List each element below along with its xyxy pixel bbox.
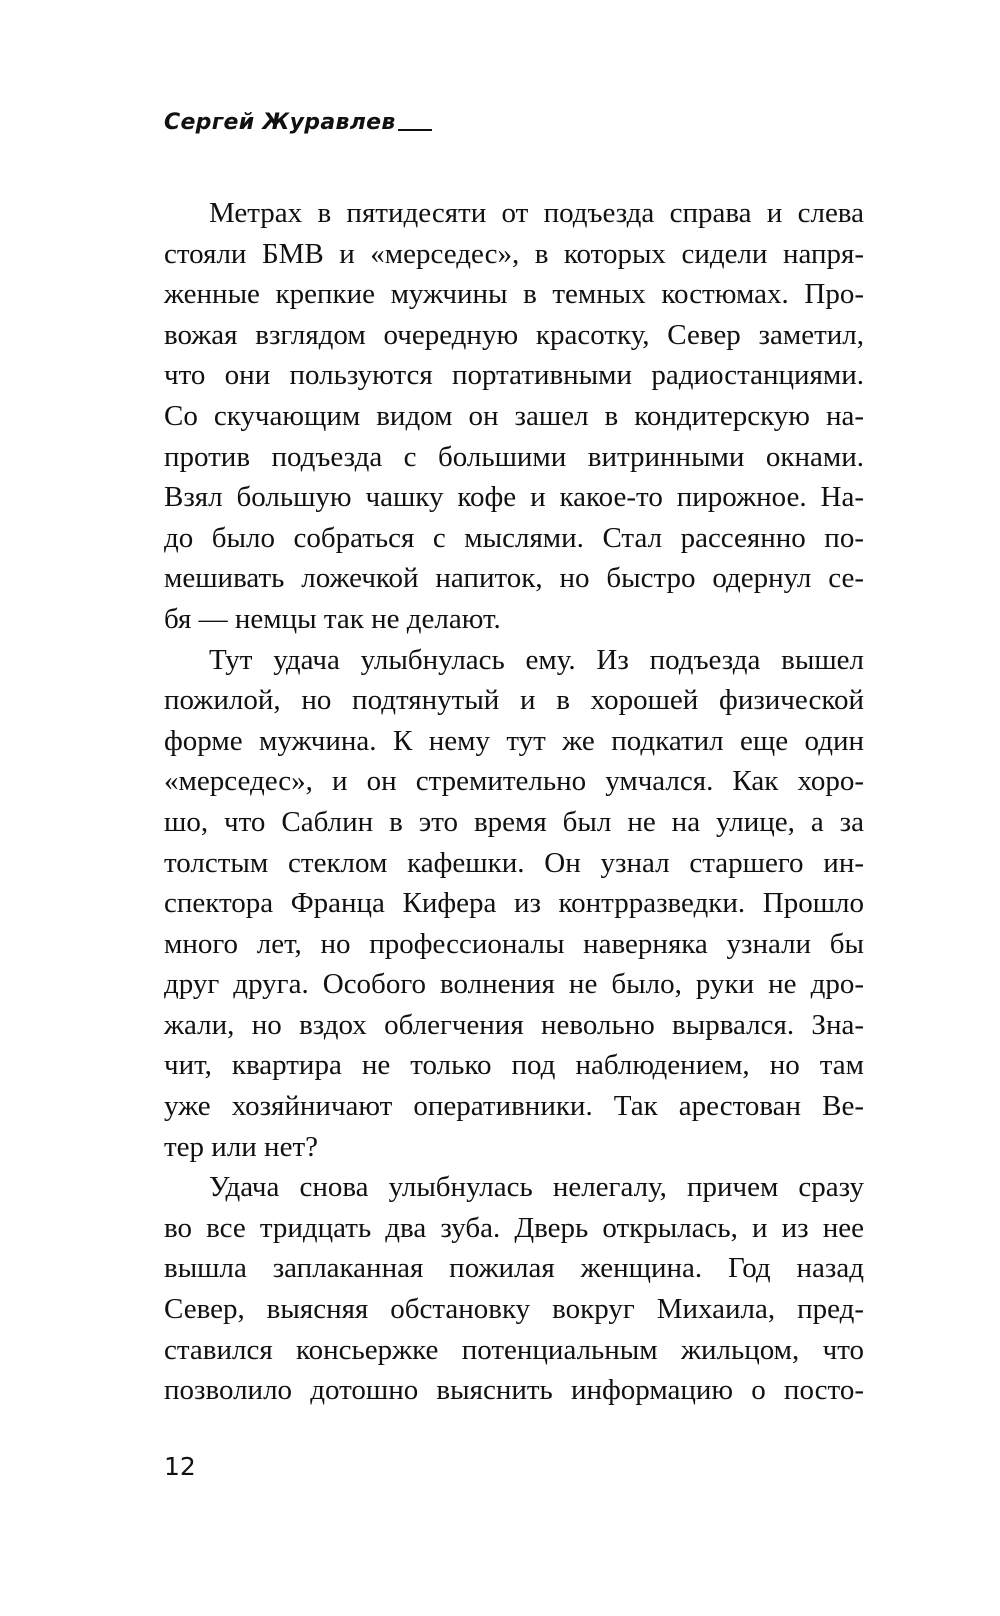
text-line: спектора Франца Кифера из контрразведки. Прошло — [164, 887, 864, 920]
text-line: уже хозяйничают оперативники. Так арестован Ве- — [164, 1090, 864, 1123]
text-line: жали, но вздох облегчения невольно вырвался. Зна- — [164, 1008, 864, 1041]
text-line: Удача снова улыбнулась нелегалу, причем сразу — [209, 1171, 864, 1204]
text-line: против подъезда с большими витринными окнами. — [164, 440, 864, 473]
text-line: много лет, но профессионалы наверняка узнали бы — [164, 927, 864, 960]
text-line: до было собраться с мыслями. Стал рассеянно по- — [164, 521, 864, 554]
text-line: форме мужчина. К нему тут же подкатил еще один — [164, 724, 864, 757]
text-line: мешивать ложечкой напиток, но быстро одернул се- — [164, 562, 864, 595]
running-head-author: Сергей Журавлев — [164, 110, 396, 135]
text-line: стояли БМВ и «мерседес», в которых сидели напря- — [164, 237, 864, 270]
text-line: друг друга. Особого волнения не было, руки не дро- — [164, 968, 864, 1001]
text-line: шо, что Саблин в это время был не на улице, а за — [164, 805, 864, 838]
text-line: вожая взглядом очередную красотку, Север заметил, — [164, 318, 864, 351]
body-text — [164, 193, 864, 1411]
text-line: во все тридцать два зуба. Дверь открылась, и из нее — [164, 1211, 864, 1244]
text-line: Метрах в пятидесяти от подъезда справа и слева — [209, 197, 864, 229]
text-line: Тут удача улыбнулась ему. Из подъезда вышел — [209, 643, 864, 676]
page-number: 12 — [164, 1452, 196, 1481]
text-line: вышла заплаканная пожилая женщина. Год назад — [164, 1252, 864, 1285]
text-line: Взял большую чашку кофе и какое-то пирожное. На- — [164, 481, 864, 514]
running-head — [164, 112, 432, 134]
text-line: чит, квартира не только под наблюдением, но там — [164, 1049, 864, 1082]
text-line: тер или нет? — [164, 1130, 318, 1163]
text-line: бя — немцы так не делают. — [164, 602, 501, 635]
text-line: ставился консьержке потенциальным жильцом, что — [164, 1333, 864, 1366]
text-line: пожилой, но подтянутый и в хорошей физической — [164, 684, 864, 717]
text-line: толстым стеклом кафешки. Он узнал старшего ин- — [164, 846, 864, 879]
running-head-rule — [398, 129, 432, 131]
text-line: Со скучающим видом он зашел в кондитерскую на- — [164, 399, 864, 432]
text-line: «мерседес», и он стремительно умчался. Как хоро- — [164, 765, 864, 798]
text-line: женные крепкие мужчины в темных костюмах. Про- — [164, 278, 864, 311]
text-line: позволило дотошно выяснить информацию о посто- — [164, 1374, 864, 1407]
text-line: что они пользуются портативными радиостанциями. — [164, 359, 864, 392]
text-line: Север, выясняя обстановку вокруг Михаила, пред- — [164, 1293, 864, 1326]
